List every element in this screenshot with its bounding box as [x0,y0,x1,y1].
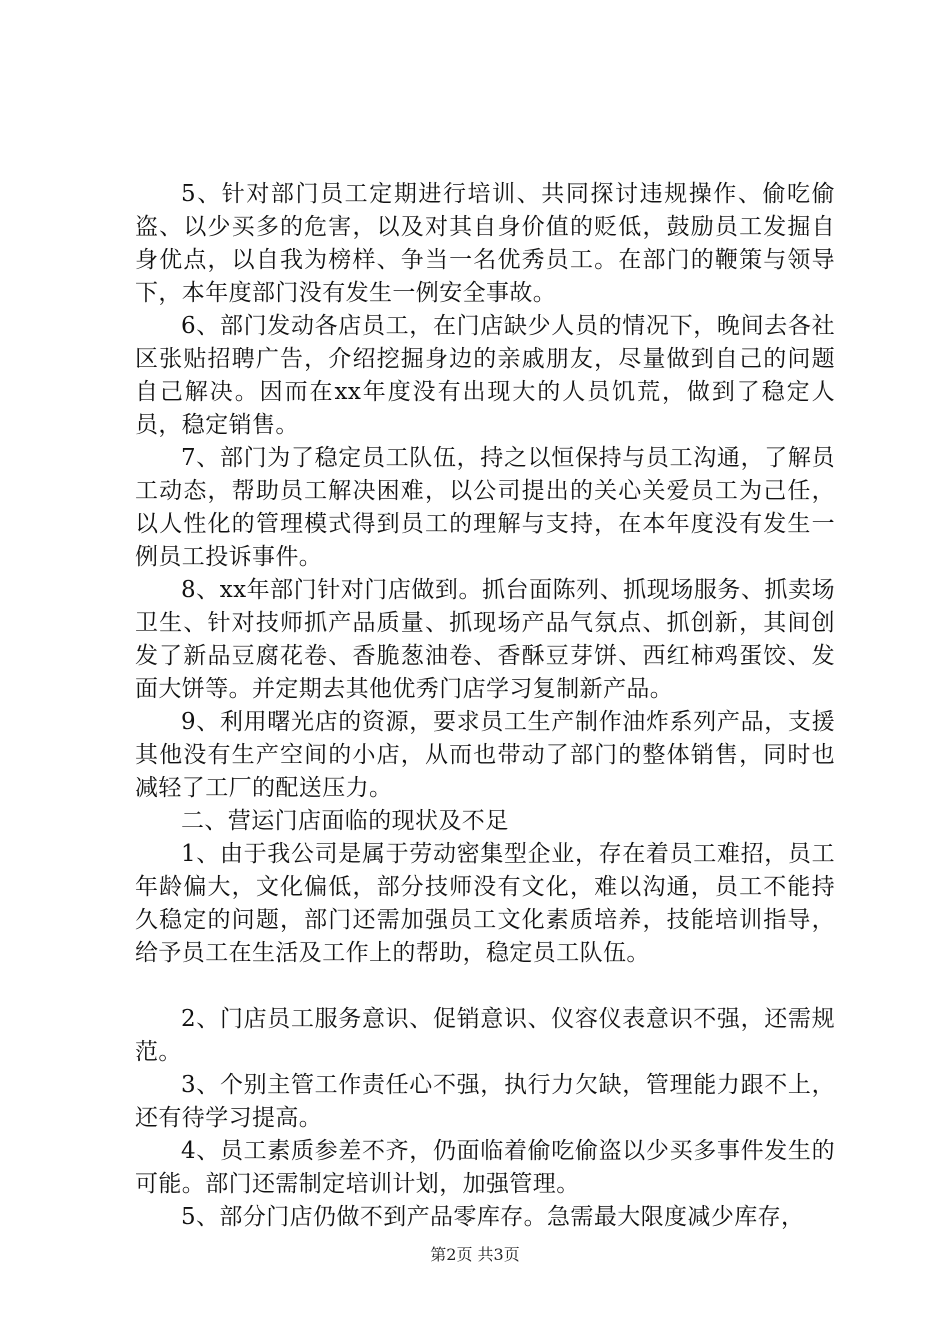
document-body [135,178,835,1234]
blank-line [135,970,835,1003]
shortcoming-3: 3、个别主管工作责任心不强，执行力欠缺，管理能力跟不上，还有待学习提高。 [135,1072,835,1131]
shortcoming-2: 2、门店员工服务意识、促销意识、仪容仪表意识不强，还需规范。 [135,1006,835,1065]
paragraph-8: 8、xx年部门针对门店做到。抓台面陈列、抓现场服务、抓卖场卫生、针对技师抓产品质量、抓现场产品气氛点、抓创新，其间创发了新品豆腐花卷、香脆葱油卷、香酥豆芽饼、西红柿鸡蛋饺、发面大饼等。并定期去其他优秀门店学习复制新产品。 [135,577,835,702]
paragraph-7: 7、部门为了稳定员工队伍，持之以恒保持与员工沟通，了解员工动态，帮助员工解决困难，以公司提出的关心关爱员工为己任，以人性化的管理模式得到员工的理解与支持，在本年度没有发生一例员工投诉事件。 [135,445,835,570]
paragraph-6: 6、部门发动各店员工，在门店缺少人员的情况下，晚间去各社区张贴招聘广告，介绍挖掘身边的亲戚朋友，尽量做到自己的问题自己解决。因而在xx年度没有出现大的人员饥荒，做到了稳定人员，稳定销售。 [135,313,835,438]
page-footer: 第2页 共3页 [430,1245,520,1264]
paragraph-5: 5、针对部门员工定期进行培训、共同探讨违规操作、偷吃偷盗、以少买多的危害，以及对其自身价值的贬低，鼓励员工发掘自身优点，以自我为榜样、争当一名优秀员工。在部门的鞭策与领导下，本年度部门没有发生一例安全事故。 [135,181,835,306]
paragraph-9: 9、利用曙光店的资源，要求员工生产制作油炸系列产品，支援其他没有生产空间的小店，从而也带动了部门的整体销售，同时也减轻了工厂的配送压力。 [135,709,835,801]
shortcoming-4: 4、员工素质参差不齐，仍面临着偷吃偷盗以少买多事件发生的可能。部门还需制定培训计划，加强管理。 [135,1138,835,1197]
shortcoming-1: 1、由于我公司是属于劳动密集型企业，存在着员工难招，员工年龄偏大，文化偏低，部分技师没有文化，难以沟通，员工不能持久稳定的问题，部门还需加强员工文化素质培养，技能培训指导，给予员工在生活及工作上的帮助，稳定员工队伍。 [135,841,835,966]
section-heading: 二、营运门店面临的现状及不足 [181,808,509,834]
shortcoming-5: 5、部分门店仍做不到产品零库存。急需最大限度减少库存， [181,1204,805,1230]
